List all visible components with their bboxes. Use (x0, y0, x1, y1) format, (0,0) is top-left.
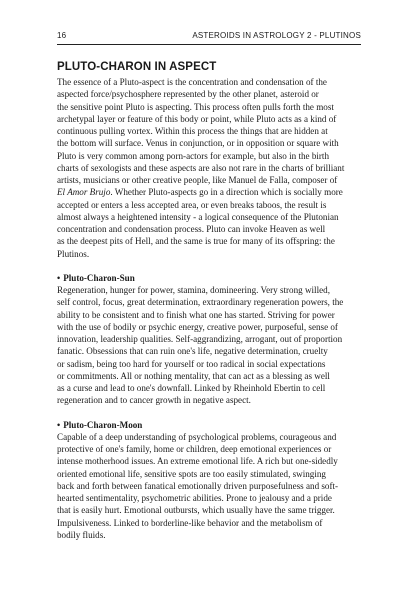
subsection-line: Capable of a deep understanding of psychological problems, courageous and (57, 431, 337, 442)
intro-line: accepted or enters a less accepted area, or even breaks taboos, the result is (57, 199, 327, 210)
subsection-paragraph (57, 284, 361, 407)
intro-line: the sensitive point Pluto is aspecting. This process often pulls forth the most (57, 101, 334, 112)
subsection-line: as a curse and lead to one's downfall. Linked by Rheinhold Ebertin to cell (57, 383, 326, 393)
subsection-line: back and forth between fanatical emotionally driven purposefulness and soft- (57, 480, 339, 491)
subsection-line: Regeneration, hunger for power, stamina, domineering. Very strong willed, (57, 285, 330, 295)
subsection-line: self control, focus, great determination, extraordinary regeneration powers, the (57, 297, 344, 308)
subsection-line: protective of one's family, home or children, deep emotional experiences or (57, 444, 332, 454)
running-title: ASTEROIDS IN ASTROLOGY 2 - PLUTINOS (192, 31, 361, 40)
subsection-heading (57, 419, 361, 431)
bullet-icon: • (57, 419, 61, 430)
intro-paragraph (57, 76, 361, 260)
subsection-line: that is easily hurt. Emotional outbursts, which usually have the same trigger. (57, 505, 335, 516)
intro-line: El Amor Brujo. Whether Pluto-aspects go in a direction which is socially more (57, 187, 343, 198)
intro-line: Pluto is very common among porn-actors for example, but also in the birth (57, 150, 329, 161)
subsection-paragraph (57, 431, 361, 541)
intro-line: artists, musicians or other creative people, like Manuel de Falla, composer of (57, 175, 338, 185)
intro-line: Plutinos. (57, 248, 90, 259)
subsection-line: fanatic. Obsessions that can ruin one's life, negative determination, cruelty (57, 346, 328, 357)
section-heading: PLUTO-CHARON IN ASPECT (57, 61, 217, 73)
subsection-title: Pluto-Charon-Moon (63, 419, 143, 430)
work-title: El Amor Brujo (57, 187, 111, 198)
running-header (57, 31, 361, 45)
subsection-line: oriented emotional life, sensitive spots are too easily stimulated, swinging (57, 468, 326, 479)
subsection-title: Pluto-Charon-Sun (63, 272, 135, 283)
subsection-line: intense motherhood issues. An extreme emotional life. A rich but one-sidedly (57, 456, 338, 467)
subsections (57, 272, 361, 541)
subsection-line: hearted sentimentality, psychometric abilities. Prone to jealousy and a pride (57, 493, 332, 503)
subsection-line: ability to be consistent and to finish what one has started. Striving for power (57, 309, 335, 320)
intro-line: concentration and condensation process. Pluto can invoke Heaven as well (57, 224, 326, 234)
subsection-line: innovation, leadership qualities. Self-aggrandizing, arrogant, out of proportion (57, 334, 343, 344)
subsection-line: or sadism, being too hard for yourself or too radical in social expectations (57, 358, 326, 369)
subsection-line: bodily fluids. (57, 529, 106, 540)
subsection-line: regeneration and to cancer growth in negative aspect. (57, 395, 251, 406)
page-number: 16 (57, 31, 67, 40)
intro-line: The essence of a Pluto-aspect is the concentration and condensation of the (57, 77, 327, 87)
intro-line: almost always a heightened intensity - a logical consequence of the Plutonian (57, 211, 339, 222)
subsection-line: with the use of bodily or psychic energy, creative power, purposeful, sense of (57, 321, 338, 332)
page-body (57, 60, 361, 541)
intro-line: charts of sexologists and these aspects are also not rare in the charts of brilliant (57, 162, 345, 173)
subsection-line: Impulsiveness. Linked to borderline-like behavior and the metabolism of (57, 517, 323, 528)
intro-line: aspected force/psychosphere represented by the other planet, asteroid or (57, 89, 319, 100)
bullet-icon: • (57, 272, 61, 283)
intro-line: archetypal layer or feature of this body or point, while Pluto acts as a kind of (57, 113, 337, 124)
subsection-heading (57, 272, 361, 284)
intro-line: the bottom will surface. Venus in conjunction, or in opposition or square with (57, 138, 339, 149)
intro-line: as the deepest pits of Hell, and the same is true for many of its offspring: the (57, 236, 335, 247)
header-rule (57, 44, 361, 45)
subsection-line: or commitments. All or nothing mentality, that can act as a blessing as well (57, 370, 330, 381)
intro-line: continuous pulling vortex. Within this process the things that are hidden at (57, 126, 328, 136)
